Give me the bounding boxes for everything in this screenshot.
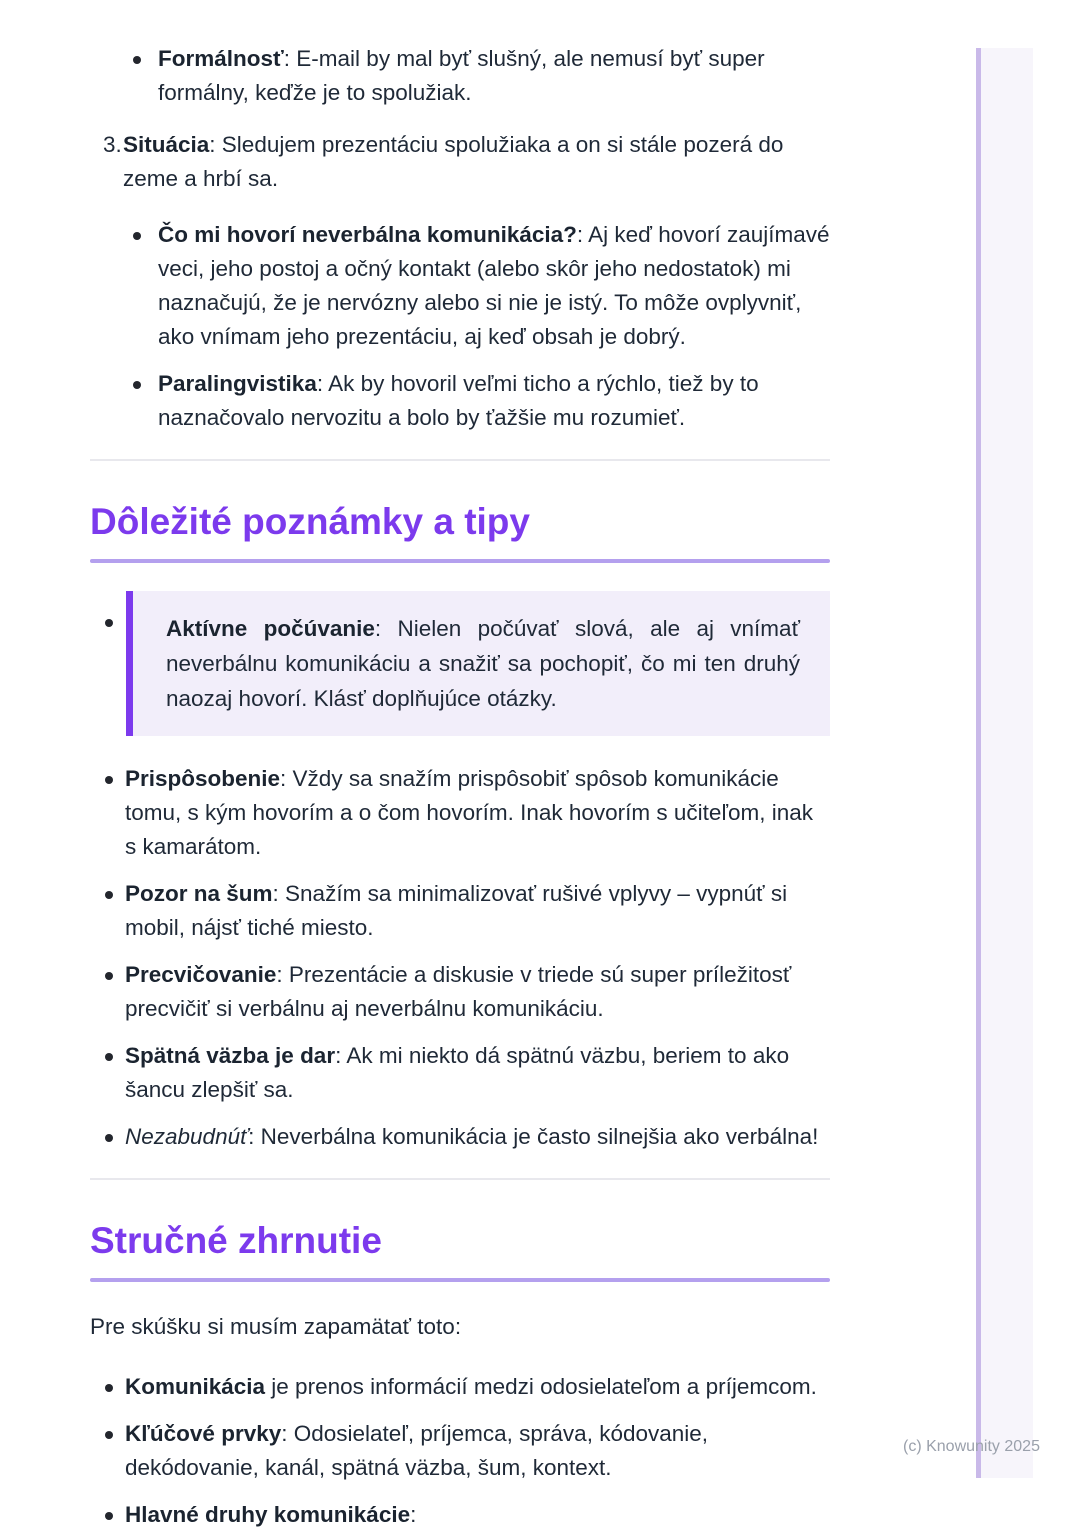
list-item-lead: Nezabudnúť (125, 1124, 249, 1149)
list-item-text (125, 958, 830, 1026)
list-item-rest: : E-mail by mal byť slušný, ale nemusí byť super formálny, keďže je to spolužiak. (158, 46, 765, 105)
list-item (90, 1498, 830, 1528)
list-item-lead: Pozor na šum (125, 881, 273, 906)
list-item-lead: Precvičovanie (125, 962, 277, 987)
list-item (90, 367, 830, 435)
list-item-text (125, 1498, 830, 1528)
list-item (90, 877, 830, 945)
callout-list-item (90, 591, 830, 736)
list-item (90, 958, 830, 1026)
section-divider (90, 459, 830, 461)
numbered-item-lead: Situácia (123, 132, 210, 157)
numbered-item-text (123, 128, 830, 196)
list-item-text (158, 42, 830, 110)
bullet-dot-icon (105, 1134, 113, 1142)
list-item (90, 1120, 830, 1154)
highlight-callout (126, 591, 830, 736)
list-item-rest: : Prezentácie a diskusie v triede sú super príležitosť precvičiť si verbálnu aj neverbálnu komunikáciu. (125, 962, 792, 1021)
list-item-lead: Prispôsobenie (125, 766, 281, 791)
list-item-lead: Formálnosť (158, 46, 284, 71)
callout-lead: Aktívne počúvanie (166, 616, 375, 641)
list-item-rest: : Vždy sa snažím prispôsobiť spôsob komunikácie tomu, s kým hovorím a o čom hovorím. Inak hovorím s učiteľom, inak s kamarátom. (125, 766, 814, 859)
right-side-strip (976, 48, 1033, 1478)
section-title-underline (90, 559, 830, 563)
list-item-rest: : (410, 1502, 417, 1527)
list-item-rest: : Ak mi niekto dá spätnú väzbu, beriem to ako šancu zlepšiť sa. (125, 1043, 790, 1102)
bullet-dot-icon (105, 972, 113, 980)
list-item-text (125, 877, 830, 945)
list-item-rest: : Aj keď hovorí zaujímavé veci, jeho postoj a očný kontakt (alebo skôr jeho nedostatok) mi naznačujú, že je nervózny alebo si nie je istý. To môže ovplyvniť, ako vnímam jeho prezentáciu, aj keď obsah je dobrý. (158, 222, 830, 349)
bullet-dot-icon (133, 56, 141, 64)
list-item-lead: Paralingvistika (158, 371, 317, 396)
bullet-dot-icon (133, 381, 141, 389)
list-item (90, 42, 830, 110)
list-item-text (125, 1417, 830, 1485)
callout-text (166, 611, 800, 716)
list-item-text (125, 1370, 830, 1404)
section-title-underline (90, 1278, 830, 1282)
section-title-summary: Stručné zhrnutie (90, 1220, 382, 1261)
section-divider (90, 1178, 830, 1180)
summary-list (90, 1370, 830, 1528)
footer-credit: (c) Knowunity 2025 (903, 1438, 1040, 1455)
list-item (90, 1417, 830, 1485)
numbered-item-rest: : Sledujem prezentáciu spolužiaka a on si stále pozerá do zeme a hrbí sa. (123, 132, 784, 191)
section-title-tips: Dôležité poznámky a tipy (90, 501, 530, 542)
nested-list (90, 218, 830, 435)
list-item (90, 1370, 830, 1404)
list-item (90, 218, 830, 354)
list-item-lead: Komunikácia (125, 1374, 266, 1399)
bullet-dot-icon (105, 619, 113, 627)
numbered-item (90, 128, 830, 196)
numbered-item-marker: 3. (103, 132, 122, 157)
document-content (90, 0, 830, 1528)
bullet-dot-icon (105, 1431, 113, 1439)
bullet-dot-icon (105, 1384, 113, 1392)
list-item-rest: : Neverbálna komunikácia je často silnejšia ako verbálna! (248, 1124, 819, 1149)
list-item-text (158, 367, 830, 435)
list-item-text (158, 218, 830, 354)
list-item-text (125, 1120, 830, 1154)
bullet-dot-icon (105, 891, 113, 899)
bullet-dot-icon (105, 1512, 113, 1520)
tips-list (90, 762, 830, 1154)
list-item-rest: je prenos informácií medzi odosielateľom a príjemcom. (265, 1374, 817, 1399)
list-item-text (125, 762, 830, 864)
bullet-dot-icon (105, 1053, 113, 1061)
list-item-text (125, 1039, 830, 1107)
list-item-lead: Čo mi hovorí neverbálna komunikácia? (158, 222, 577, 247)
bullet-dot-icon (105, 776, 113, 784)
list-item (90, 1039, 830, 1107)
list-item-lead: Spätná väzba je dar (125, 1043, 336, 1068)
callout-rest: : Nielen počúvať slová, ale aj vnímať neverbálnu komunikáciu a snažiť sa pochopiť, čo mi ten druhý naozaj hovorí. Klásť doplňujúce otázky. (166, 616, 801, 711)
bullet-dot-icon (133, 232, 141, 240)
summary-intro: Pre skúšku si musím zapamätať toto: (90, 1314, 462, 1339)
list-item (90, 762, 830, 864)
list-item-rest: : Snažím sa minimalizovať rušivé vplyvy – vypnúť si mobil, nájsť tiché miesto. (125, 881, 788, 940)
list-item-lead: Kľúčové prvky (125, 1421, 282, 1446)
list-item-lead: Hlavné druhy komunikácie (125, 1502, 411, 1527)
list-item-rest: : Ak by hovoril veľmi ticho a rýchlo, tiež by to naznačovalo nervozitu a bolo by ťažšie mu rozumieť. (158, 371, 759, 430)
list-item-rest: : Odosielateľ, príjemca, správa, kódovanie, dekódovanie, kanál, spätná väzba, šum, kontext. (125, 1421, 709, 1480)
